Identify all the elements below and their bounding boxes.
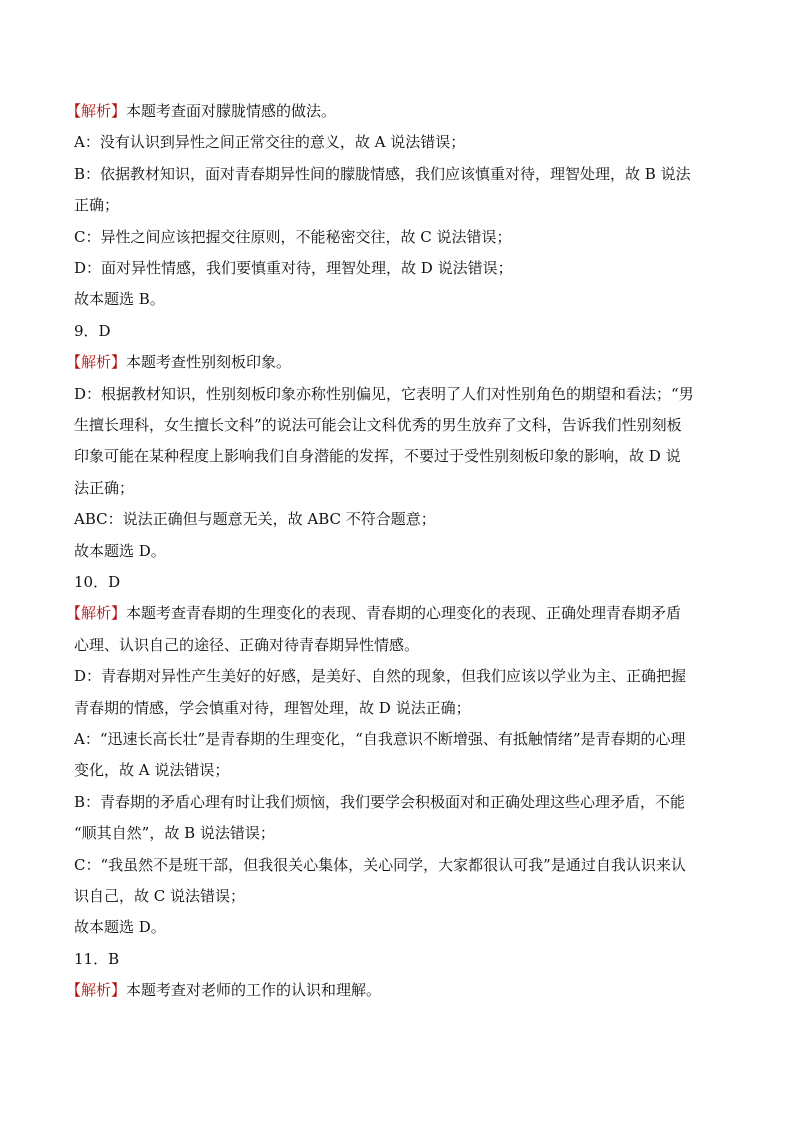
- analysis-tag: 【解析】: [66, 353, 127, 371]
- line-text: 11．B: [74, 950, 120, 968]
- text-line: [74, 917, 724, 937]
- line-text: 青春期的情感，学会慎重对待，理智处理，故 D 说法正确；: [74, 699, 471, 717]
- line-text: 法正确；: [74, 479, 135, 497]
- line-text: 故本题选 D。: [74, 542, 166, 560]
- text-line: [74, 289, 724, 309]
- text-line: [74, 415, 724, 435]
- line-text: 故本题选 B。: [74, 290, 165, 308]
- text-line: [74, 258, 724, 278]
- analysis-tag: 【解析】: [66, 102, 127, 120]
- line-text: 本题考查青春期的生理变化的表现、青春期的心理变化的表现、正确处理青春期矛盾: [126, 604, 682, 622]
- line-text: 9．D: [74, 322, 111, 340]
- text-line: [74, 792, 724, 812]
- line-text: A：没有认识到异性之间正常交往的意义，故 A 说法错误；: [74, 133, 466, 151]
- line-text: 正确；: [74, 196, 120, 214]
- line-text: 变化，故 A 说法错误；: [74, 761, 230, 779]
- line-text: 本题考查对老师的工作的认识和理解。: [126, 981, 382, 999]
- text-line: [74, 227, 724, 247]
- line-text: A：“迅速长高长壮”是青春期的生理变化，“自我意识不断增强、有抵触情绪”是青春期的心理: [74, 730, 686, 748]
- text-line: [74, 666, 724, 686]
- text-line: [74, 478, 724, 498]
- text-line: [66, 603, 716, 623]
- text-line: [74, 855, 724, 875]
- text-line: [74, 886, 724, 906]
- line-text: 生擅长理科，女生擅长文科”的说法可能会让文科优秀的男生放弃了文科，告诉我们性别刻板: [74, 416, 682, 434]
- line-text: D：根据教材知识，性别刻板印象亦称性别偏见，它表明了人们对性别角色的期望和看法；“男: [74, 385, 694, 403]
- text-line: [66, 352, 716, 372]
- line-text: 10．D: [74, 573, 121, 591]
- text-line: [74, 698, 724, 718]
- line-text: 本题考查性别刻板印象。: [126, 353, 292, 371]
- text-line: [74, 164, 724, 184]
- line-text: C：异性之间应该把握交往原则，不能秘密交往，故 C 说法错误；: [74, 228, 512, 246]
- line-text: “顺其自然”，故 B 说法错误；: [74, 824, 275, 842]
- text-line: [74, 509, 724, 529]
- analysis-tag: 【解析】: [66, 604, 127, 622]
- line-text: C：“我虽然不是班干部，但我很关心集体，关心同学，大家都很认可我”是通过自我认识来认: [74, 856, 686, 874]
- line-text: 故本题选 D。: [74, 918, 166, 936]
- text-line: [74, 572, 724, 592]
- text-line: [74, 635, 724, 655]
- text-line: [74, 729, 724, 749]
- line-text: 本题考查面对朦胧情感的做法。: [126, 102, 337, 120]
- text-line: [74, 321, 724, 341]
- line-text: B：依据教材知识，面对青春期异性间的朦胧情感，我们应该慎重对待，理智处理，故 B 说法: [74, 165, 691, 183]
- line-text: 心理、认识自己的途径、正确对待青春期异性情感。: [74, 636, 420, 654]
- line-text: ABC：说法正确但与题意无关，故 ABC 不符合题意；: [74, 510, 436, 528]
- text-line: [66, 101, 716, 121]
- text-line: [66, 980, 716, 1000]
- analysis-tag: 【解析】: [66, 981, 127, 999]
- text-line: [74, 760, 724, 780]
- text-line: [74, 132, 724, 152]
- text-line: [74, 541, 724, 561]
- line-text: D：面对异性情感，我们要慎重对待，理智处理，故 D 说法错误；: [74, 259, 513, 277]
- text-line: [74, 195, 724, 215]
- text-line: [74, 823, 724, 843]
- text-line: [74, 384, 724, 404]
- line-text: D：青春期对异性产生美好的好感，是美好、自然的现象，但我们应该以学业为主、正确把握: [74, 667, 687, 685]
- line-text: B：青春期的矛盾心理有时让我们烦恼，我们要学会积极面对和正确处理这些心理矛盾，不能: [74, 793, 686, 811]
- line-text: 识自己，故 C 说法错误；: [74, 887, 246, 905]
- line-text: 印象可能在某种程度上影响我们自身潜能的发挥，不要过于受性别刻板印象的影响，故 D 说: [74, 447, 681, 465]
- text-line: [74, 446, 724, 466]
- text-line: [74, 949, 724, 969]
